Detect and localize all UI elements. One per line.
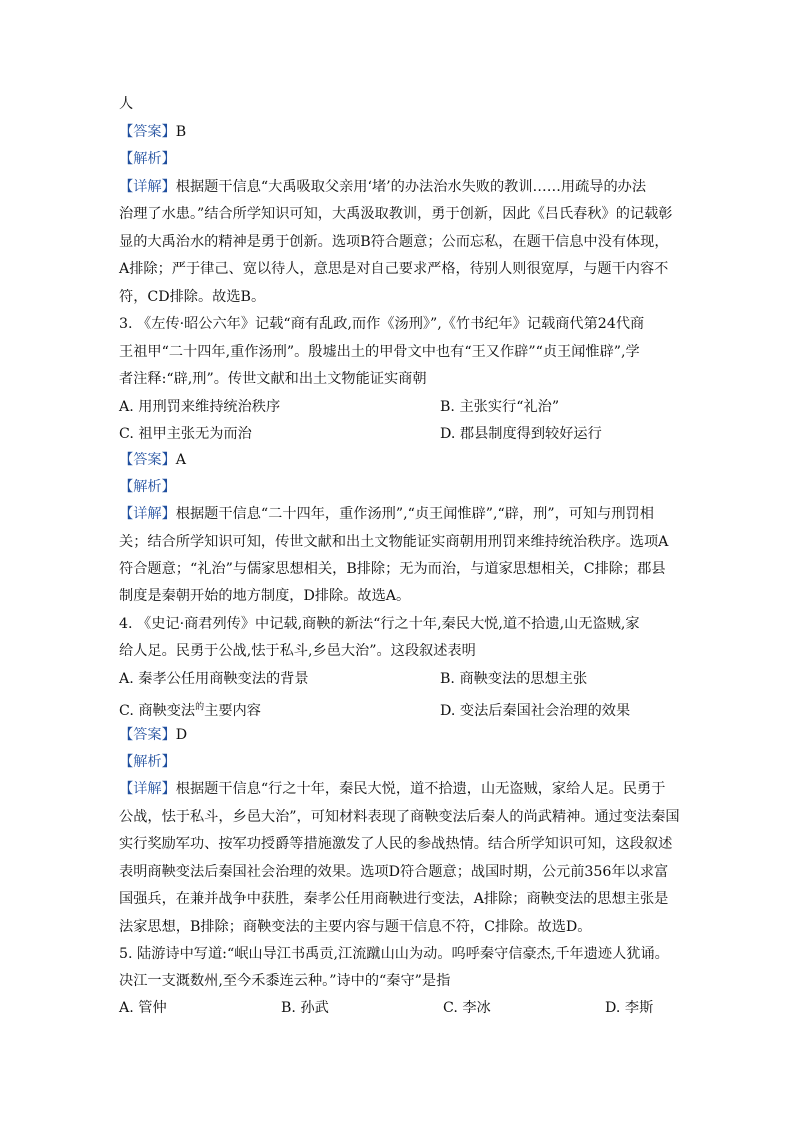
q4-stem-line: 给人足。民勇于公战,怯于私斗,乡邑大治”。这段叙述表明 bbox=[119, 643, 476, 659]
q4-option-b: B. 商鞅变法的思想主张 bbox=[440, 671, 588, 687]
answer-tag: 【答案】 bbox=[119, 124, 176, 140]
q4-option-c: C. 商鞅变法$^的$主要内容 bbox=[119, 702, 261, 719]
q3-detail-line: 关；结合所学知识可知，传世文献和出土文物能证实商朝用刑罚来维持统治秩序。选项A bbox=[119, 534, 669, 550]
q5-stem-line: 决江一支溉数州,至今禾黍连云种。”诗中的“秦守”是指 bbox=[119, 973, 451, 989]
detail-tag: 【详解】 bbox=[119, 506, 176, 522]
q2-detail-line: 【详解】根据题干信息“大禹吸取父亲用‘堵’的办法治水失败的教训……用疏导的办法 bbox=[119, 179, 647, 195]
q5-option-a: A. 管仲 bbox=[119, 1000, 167, 1016]
q2-detail-line: 治理了水患。”结合所学知识可知，大禹汲取教训，勇于创新，因此《吕氏春秋》的记载彰 bbox=[119, 206, 673, 222]
q4-detail-line: 法家思想，B排除；商鞅变法的主要内容与题干信息不符，C排除。故选D。 bbox=[119, 919, 592, 935]
q5-option-b: B. 孙武 bbox=[281, 1000, 329, 1016]
top-fragment: 人 bbox=[119, 96, 134, 112]
analysis-tag: 【解析】 bbox=[119, 479, 176, 495]
answer-tag: 【答案】 bbox=[119, 727, 176, 743]
q5-option-c: C. 李冰 bbox=[443, 1000, 491, 1016]
analysis-tag: 【解析】 bbox=[119, 754, 176, 770]
q4-detail-line: 【详解】根据题干信息“行之十年，秦民大悦，道不拾遗，山无盗贼，家给人足。民勇于 bbox=[119, 781, 666, 797]
q3-stem-line: 3. 《左传·昭公六年》记载“商有乱政,而作《汤刑》”,《竹书纪年》记载商代第24代商 bbox=[119, 316, 645, 332]
q4-detail-line: 表明商鞅变法后秦国社会治理的效果。选项D符合题意；战国时期，公元前356年以求富 bbox=[119, 864, 669, 880]
detail-tag: 【详解】 bbox=[119, 781, 176, 797]
q3-detail-line: 制度是秦朝开始的地方制度，D排除。故选A。 bbox=[119, 588, 411, 604]
q3-option-b: B. 主张实行“礼治” bbox=[440, 399, 560, 415]
q4-detail-line: 国强兵，在兼并战争中获胜，秦孝公任用商鞅进行变法，A排除；商鞅变法的思想主张是 bbox=[119, 891, 669, 907]
q4-option-d: D. 变法后秦国社会治理的效果 bbox=[440, 703, 631, 719]
q4-answer: D bbox=[175, 727, 188, 743]
q2-detail-line: 显的大禹治水的精神是勇于创新。选项B符合题意；公而忘私，在题干信息中没有体现， bbox=[119, 234, 669, 250]
q4-detail-line: 实行奖励军功、按军功授爵等措施激发了人民的参战热情。结合所学知识可知，这段叙述 bbox=[119, 836, 673, 852]
q5-option-d: D. 李斯 bbox=[605, 1000, 654, 1016]
q3-detail-line: 符合题意；“礼治”与儒家思想相关，B排除；无为而治，与道家思想相关，C排除；郡县 bbox=[119, 561, 666, 577]
q4-stem-line: 4. 《史记·商君列传》中记载,商鞅的新法“行之十年,秦民大悦,道不拾遗,山无盗贼,家 bbox=[119, 616, 640, 632]
q3-option-c: C. 祖甲主张无为而治 bbox=[119, 426, 252, 442]
q2-detail-line: 符，CD排除。故选B。 bbox=[119, 289, 266, 305]
answer-tag: 【答案】 bbox=[119, 452, 176, 468]
q3-answer-line bbox=[119, 450, 186, 470]
q2-answer: B bbox=[175, 124, 187, 140]
q4-option-a: A. 秦孝公任用商鞅变法的背景 bbox=[119, 671, 309, 687]
detail-tag: 【详解】 bbox=[119, 179, 176, 195]
q3-option-a: A. 用刑罚来维持统治秩序 bbox=[119, 399, 281, 415]
q2-answer-line bbox=[119, 122, 186, 142]
q5-stem-line: 5. 陆游诗中写道:“岷山导江书禹贡,江流蹴山山为动。呜呼秦守信豪杰,千年遗迹人犹诵。 bbox=[119, 946, 669, 962]
q2-detail-line: A排除；严于律己、宽以待人，意思是对自己要求严格，待别人则很宽厚，与题干内容不 bbox=[119, 261, 669, 277]
q4-answer-line bbox=[119, 725, 187, 745]
q3-stem-line: 者注释:“辟,刑”。传世文献和出土文物能证实商朝 bbox=[119, 371, 427, 387]
q3-stem-line: 王祖甲“二十四年,重作汤刑”。殷墟出土的甲骨文中也有“王又作辟”“贞王闻惟辟”,学 bbox=[119, 344, 640, 360]
q3-detail-line: 【详解】根据题干信息“二十四年，重作汤刑”,“贞王闻惟辟”,“辟，刑”，可知与刑罚相 bbox=[119, 506, 654, 522]
q3-answer: A bbox=[175, 452, 187, 468]
q3-option-d: D. 郡县制度得到较好运行 bbox=[440, 426, 602, 442]
analysis-tag: 【解析】 bbox=[119, 151, 176, 167]
q4-detail-line: 公战，怯于私斗，乡邑大治”，可知材料表现了商鞅变法后秦人的尚武精神。通过变法秦国 bbox=[119, 809, 680, 825]
